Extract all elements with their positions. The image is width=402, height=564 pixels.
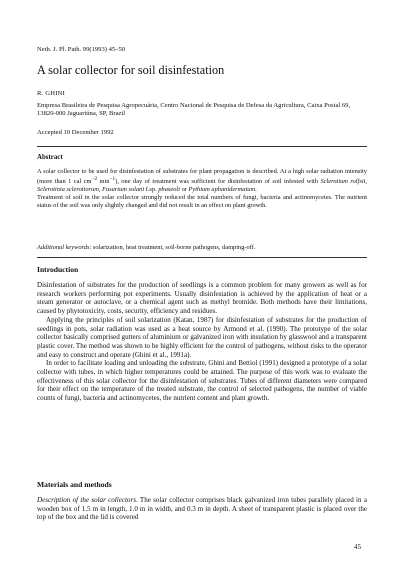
- accepted-date: Accepted 10 December 1992: [37, 129, 114, 136]
- abstract-body: [37, 168, 367, 210]
- species-name: Fusarium solani: [102, 185, 145, 193]
- methods-body: [37, 496, 367, 522]
- keywords-label: Additional keywords: [37, 244, 90, 251]
- intro-paragraph-3: In order to facilitate loading and unloading the substrate, Ghini and Bettiol (1991) designed a prototype of a solar collector with tubes, in which higher temperatures could be attained. The purpose of this work was to evaluate the effectiveness of this solar collector for the disinfestation of substrates. Tubes of different diameters were compared for their effect on the temperature of the treated substrate, the control of selected pathogens, the number of viable counts of fungi, bacteria and actinomycetes, the nutrient content and plant growth.: [37, 359, 367, 403]
- methods-heading: Materials and methods: [37, 480, 112, 489]
- intro-paragraph-2: Applying the principles of soil solarization (Katan, 1987) for disinfestation of substrates for the production of seedlings in pots, solar radiation was used as a heat source by Armond et al. (1990). The prototype of the solar collector basically comprised gutters of aluminium or galvanized iron with insulation by glasswool and a transparent plastic cover. The method was shown to be highly efficient for the control of pathogens, without risks to the operator and easy to construct and operate (Ghini et al., 1991a).: [37, 315, 367, 359]
- intro-paragraph-1: Disinfestation of substrates for the production of seedlings is a common problem for many growers as well as for research workers performing pot experiments. Usually disinfestation is achieved by the application of heat or a steam generator or autoclave, or a chemical agent such as methyl bromide. Both methods have their limitations, caused by phytotoxicity, costs, security, efficiency and residues.: [37, 281, 367, 316]
- divider-bottom: [37, 257, 367, 258]
- methods-paragraph-1: Description of the solar collectors. The solar collector comprises black galvanized iron tubes parallely placed in a wooden box of 1.5 m in length, 1.0 m in width, and 0.3 m in depth. A sheet of transparent plastic is placed over the top of the box and the lid is covered: [37, 496, 367, 522]
- author-name: R. GHINI: [37, 90, 65, 97]
- methods-subheading: Description of the solar collectors: [37, 496, 136, 504]
- abstract-paragraph-1: A solar collector to be used for disinfestation of substrates for plant propagation is described. At a high solar radiation intensity (more than 1 cal $cm^{-2}$ $\min^{-1}$), one day of treatment was sufficient for disinfestation of soil infested with Sclerotium rolfsii, Sclerotinia sclerotiorum, Fusarium solani f.sp. phaseoli or Pythium aphanidermatum.: [37, 168, 367, 193]
- page-number: 45: [354, 543, 361, 551]
- species-name: Pythium aphanidermatum: [188, 185, 256, 193]
- introduction-body: [37, 281, 367, 403]
- abstract-heading: Abstract: [37, 154, 63, 161]
- divider-top: [37, 146, 367, 147]
- species-name: phaseoli: [158, 185, 180, 193]
- author-affiliation: Empresa Brasileira de Pesquisa Agropecuária, Centro Nacional de Pesquisa de Defesa da Agricultura, Caixa Postal 69, 13820-000 Jaguariúna, SP, Brazil: [37, 102, 351, 118]
- journal-reference: Neth. J. Pl. Path. 99(1993) 45–50: [37, 46, 126, 53]
- article-title: A solar collector for soil disinfestation: [37, 63, 225, 77]
- introduction-heading: Introduction: [37, 265, 79, 274]
- species-name: Sclerotium rolfsii: [320, 178, 366, 186]
- keywords-list: solarization, heat treatment, soil-borne pathogens, damping-off.: [92, 244, 256, 251]
- abstract-paragraph-2: Treatment of soil in the solar collector strongly reduced the total numbers of fungi, bacteria and actinomycetes. The nutrient status of the soil was only slightly changed and did not result in an effect on plant growth.: [37, 193, 367, 209]
- species-name: Sclerotinia sclerotiorum: [37, 185, 99, 193]
- keywords: Additional keywords: solarization, heat treatment, soil-borne pathogens, damping-off.: [37, 244, 256, 251]
